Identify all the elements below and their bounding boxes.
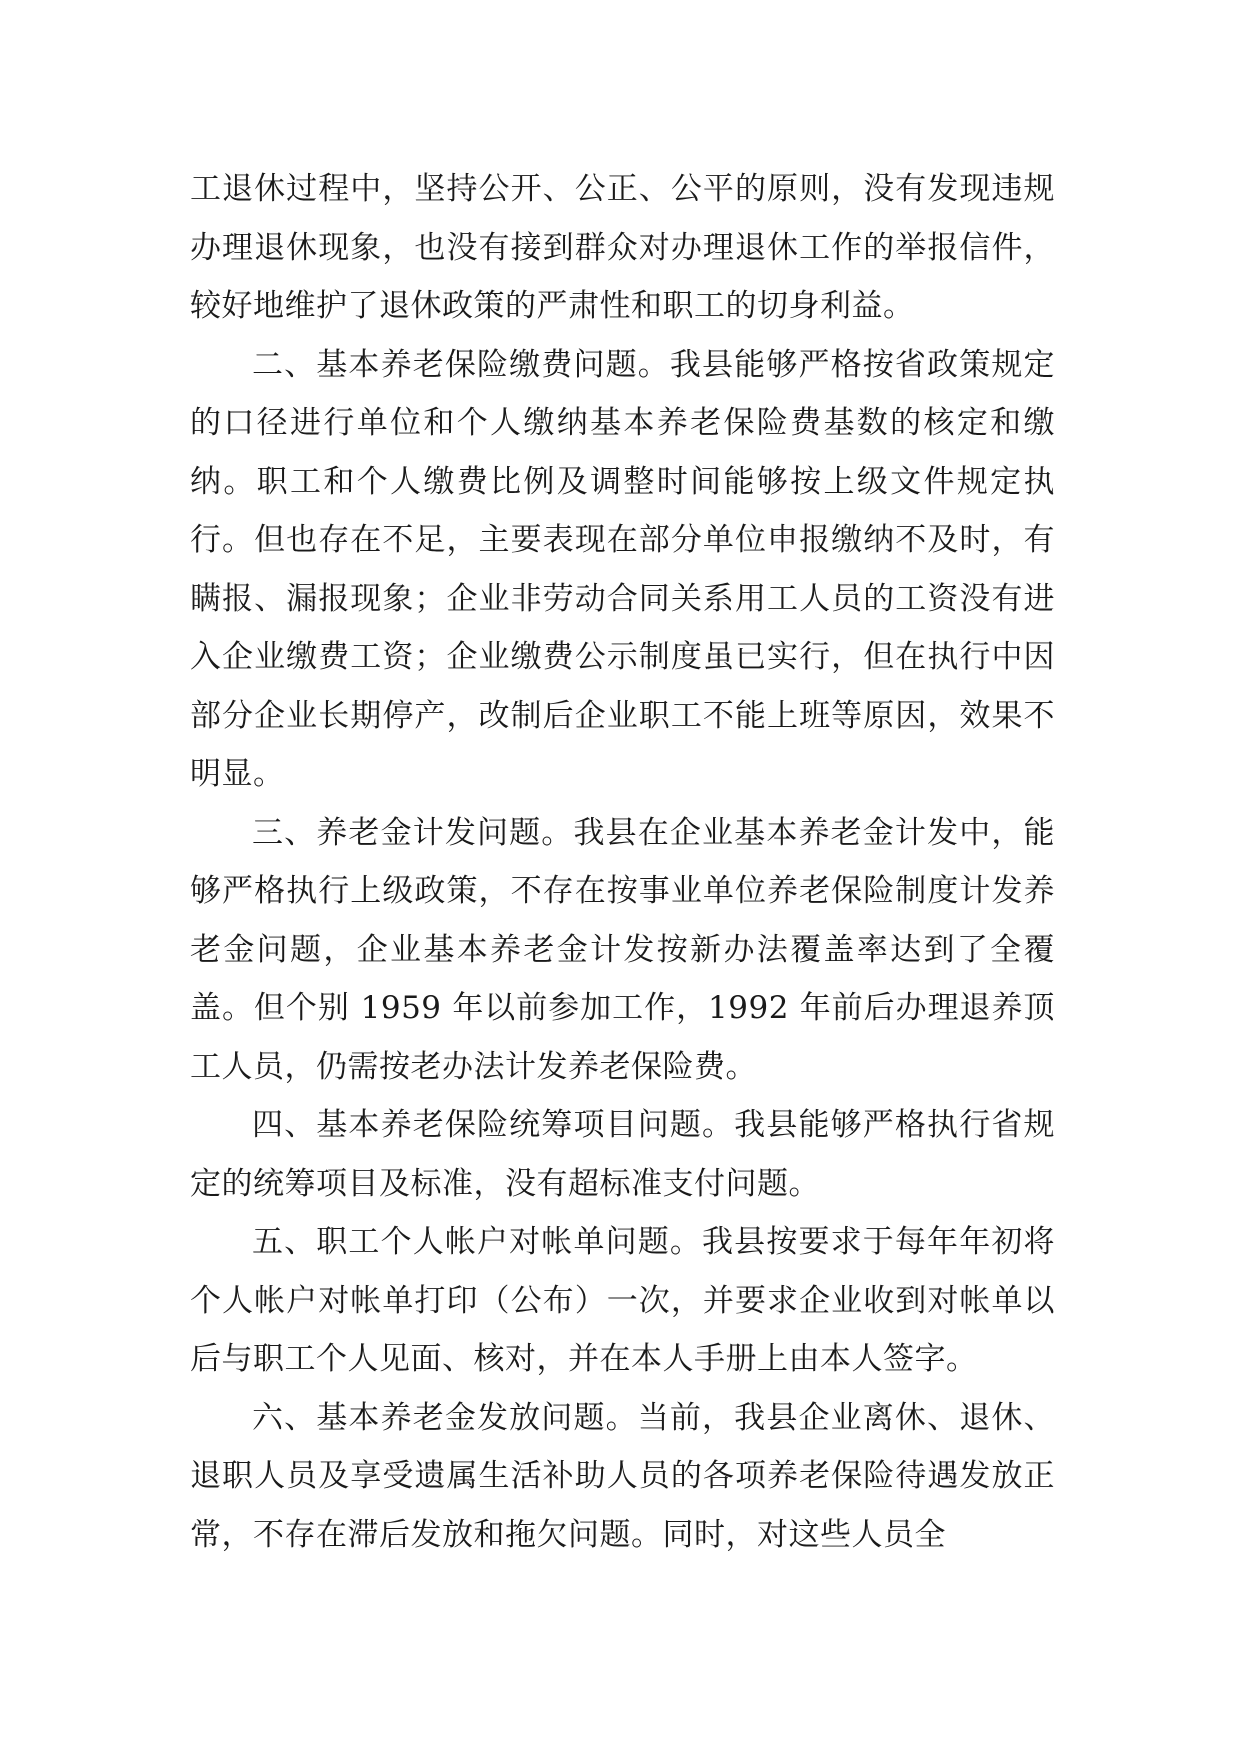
paragraph-pension-contribution: 二、基本养老保险缴费问题。我县能够严格按省政策规定的口径进行单位和个人缴纳基本养老保险费基数的核定和缴纳。职工和个人缴费比例及调整时间能够按上级文件规定执行。但也存在不足，主要表现在部分单位申报缴纳不及时，有瞒报、漏报现象；企业非劳动合同关系用工人员的工资没有进入企业缴费工资；企业缴费公示制度虽已实行，但在执行中因部分企业长期停产，改制后企业职工不能上班等原因，效果不明显。 — [190, 346, 1055, 792]
paragraph-pension-payment: 六、基本养老金发放问题。当前，我县企业离休、退休、退职人员及享受遗属生活补助人员的各项养老保险待遇发放正常，不存在滞后发放和拖欠问题。同时，对这些人员全 — [190, 1399, 1055, 1553]
paragraph-account-statement: 五、职工个人帐户对帐单问题。我县按要求于每年年初将个人帐户对帐单打印（公布）一次，并要求企业收到对帐单以后与职工个人见面、核对，并在本人手册上由本人签字。 — [190, 1224, 1055, 1377]
paragraph-retirement-process: 工退休过程中，坚持公开、公正、公平的原则，没有发现违规办理退休现象，也没有接到群众对办理退休工作的举报信件，较好地维护了退休政策的严肃性和职工的切身利益。 — [190, 171, 1055, 324]
paragraph-pooling-items: 四、基本养老保险统筹项目问题。我县能够严格执行省规定的统筹项目及标准，没有超标准支付问题。 — [190, 1107, 1055, 1202]
document-body — [190, 160, 1055, 1564]
paragraph-pension-calculation: 三、养老金计发问题。我县在企业基本养老金计发中，能够严格执行上级政策，不存在按事业单位养老保险制度计发养老金问题，企业基本养老金计发按新办法覆盖率达到了全覆盖。但个别 1959 年以前参加工作，1992 年前后办理退养顶工人员，仍需按老办法计发养老保险费。 — [190, 814, 1055, 1085]
